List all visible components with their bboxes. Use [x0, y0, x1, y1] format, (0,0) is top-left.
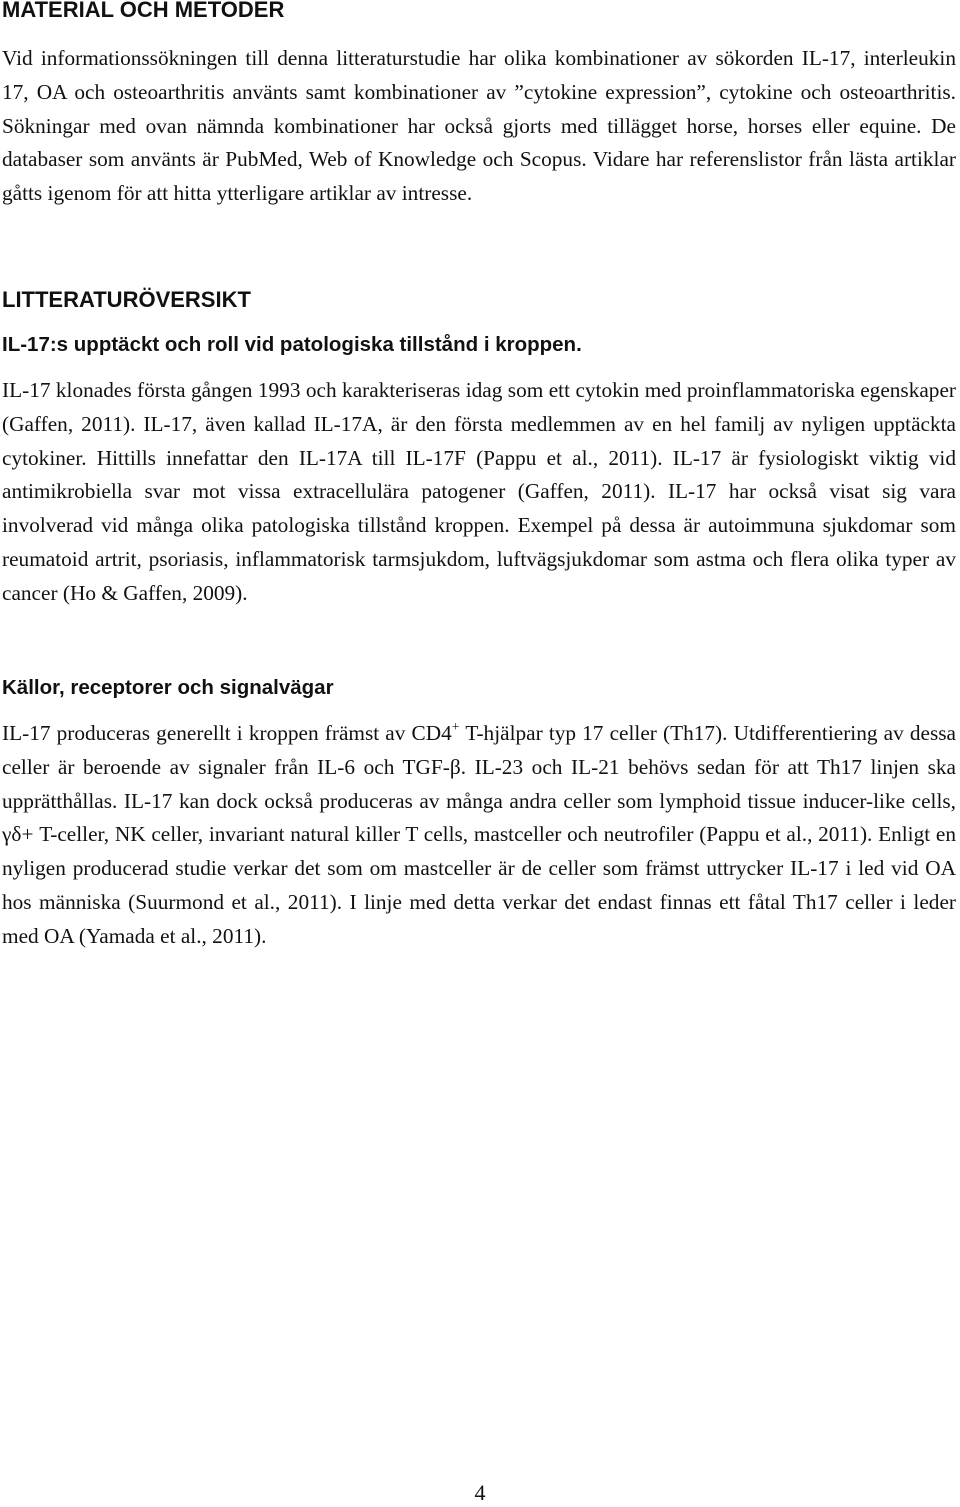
paragraph-kallor-part1: IL-17 produceras generellt i kroppen främst av CD4	[2, 721, 452, 745]
section-heading-litteratur: LITTERATURÖVERSIKT	[2, 287, 251, 312]
paragraph-material: Vid informationssökningen till denna litteraturstudie har olika kombinationer av sökorden IL-17, interleukin 17, OA och osteoarthritis använts samt kombinationer av ”cytokine expression”, cytokine och osteoarthritis. Sökningar med ovan nämnda kombinationer har också gjorts med tillägget horse, horses eller equine. De databaser som använts är PubMed, Web of Knowledge och Scopus. Vidare har referenslistor från lästa artiklar gåtts igenom för att hitta ytterligare artiklar av intresse.	[2, 46, 956, 206]
subsection-heading-kallor: Källor, receptorer och signalvägar	[2, 676, 334, 699]
paragraph-litteratur: IL-17 klonades första gången 1993 och karakteriseras idag som ett cytokin med proinflammatoriska egenskaper (Gaffen, 2011). IL-17, även kallad IL-17A, är den första medlemmen av en hel familj av nyligen upptäckta cytokiner. Hittills innefattar den IL-17A till IL-17F (Pappu et al., 2011). IL-17 är fysiologiskt viktig vid antimikrobiella svar mot vissa extracellulära patogener (Gaffen, 2011). IL-17 har också visat sig vara involverad vid många olika patologiska tillstånd kroppen. Exempel på dessa är autoimmuna sjukdomar som reumatoid artrit, psoriasis, inflammatorisk tarmsjukdom, luftvägsjukdomar som astma och flera olika typer av cancer (Ho & Gaffen, 2009).	[2, 378, 956, 605]
paragraph-kallor-part2: T-hjälpar typ 17 celler (Th17). Utdifferentiering av dessa celler är beroende av signaler från IL-6 och TGF-β. IL-23 och IL-21 behövs sedan för att Th17 linjen ska upprätthållas. IL-17 kan dock också produceras av många andra celler som lymphoid tissue inducer-like cells, γδ+ T-celler, NK celler, invariant natural killer T cells, mastceller och neutrofiler (Pappu et al., 2011). Enligt en nyligen producerad studie verkar det som om mastceller är de celler som främst uttrycker IL-17 i led vid OA hos människa (Suurmond et al., 2011). I linje med detta verkar det endast finnas ett fåtal Th17 celler i leder med OA (Yamada et al., 2011).	[2, 721, 956, 948]
section-heading-material: MATERIAL OCH METODER	[2, 0, 285, 22]
page-number: 4	[474, 1480, 486, 1505]
paragraph-kallor	[2, 717, 956, 954]
superscript-plus: +	[451, 720, 460, 735]
subsection-heading-il17: IL-17:s upptäckt och roll vid patologiska tillstånd i kroppen.	[2, 333, 582, 356]
